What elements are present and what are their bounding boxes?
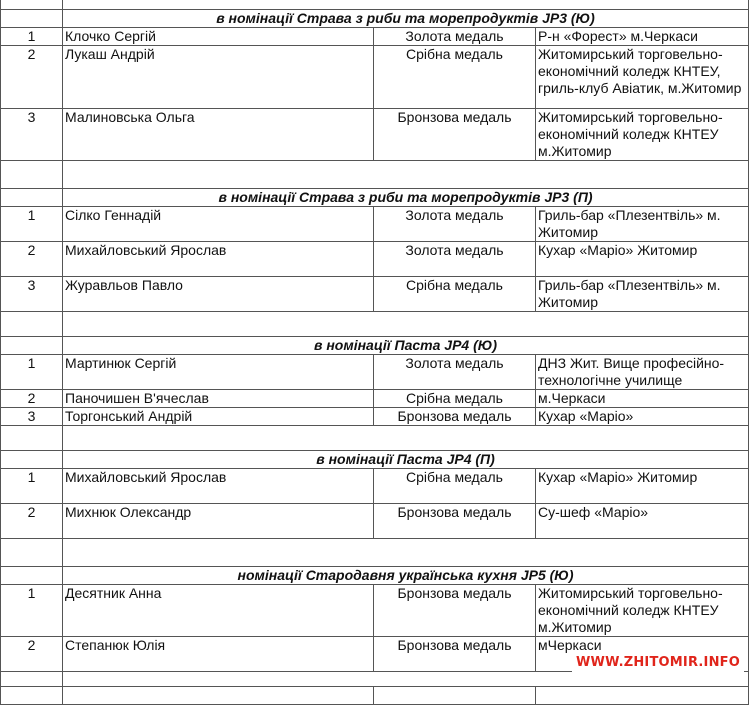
category-title: в номінації Паста JP4 (Ю) <box>63 337 749 355</box>
participant-name: Малиновська Ольга <box>63 109 374 161</box>
organization: Р-н «Форест» м.Черкаси <box>536 28 749 46</box>
place-number: 3 <box>1 277 63 312</box>
place-number: 1 <box>1 207 63 242</box>
spacer-row <box>1 672 749 687</box>
participant-name: Клочко Сергій <box>63 28 374 46</box>
medal-award: Срібна медаль <box>374 390 536 408</box>
table-row <box>1 390 749 408</box>
medal-award: Золота медаль <box>374 242 536 277</box>
place-number: 1 <box>1 469 63 504</box>
participant-name: Сілко Геннадій <box>63 207 374 242</box>
medal-award: Срібна медаль <box>374 277 536 312</box>
category-header-row <box>1 10 749 28</box>
organization: ДНЗ Жит. Вище професійно-технологічне училище <box>536 355 749 390</box>
place-number: 2 <box>1 390 63 408</box>
organization: Гриль-бар «Плезентвіль» м. Житомир <box>536 207 749 242</box>
table-row <box>1 469 749 504</box>
table-row <box>1 277 749 312</box>
empty-row <box>1 687 749 705</box>
organization: Житомирський торговельно-економічний коледж КНТЕУ м.Житомир <box>536 109 749 161</box>
table-row <box>1 46 749 109</box>
medal-award: Золота медаль <box>374 355 536 390</box>
category-header-row <box>1 189 749 207</box>
medal-award: Золота медаль <box>374 28 536 46</box>
medal-award: Бронзова медаль <box>374 504 536 539</box>
organization: Житомирський торговельно-економічний коледж КНТЕУ м.Житомир <box>536 585 749 637</box>
organization: Су-шеф «Маріо» <box>536 504 749 539</box>
participant-name: Торгонський Андрій <box>63 408 374 426</box>
place-number: 2 <box>1 637 63 672</box>
table-row <box>1 207 749 242</box>
table-row <box>1 504 749 539</box>
organization: Гриль-бар «Плезентвіль» м. Житомир <box>536 277 749 312</box>
category-title: номінації Стародавня українська кухня JP5 (Ю) <box>63 567 749 585</box>
organization: м.Черкаси <box>536 390 749 408</box>
table-row <box>1 28 749 46</box>
table-row <box>1 408 749 426</box>
place-number: 3 <box>1 109 63 161</box>
table-row <box>1 585 749 637</box>
category-title: в номінації Паста JP4 (П) <box>63 451 749 469</box>
table-row <box>1 242 749 277</box>
medal-award: Срібна медаль <box>374 469 536 504</box>
place-number: 1 <box>1 28 63 46</box>
place-number: 1 <box>1 585 63 637</box>
spacer-row <box>1 0 749 10</box>
table-row <box>1 355 749 390</box>
category-header-row <box>1 451 749 469</box>
place-number: 1 <box>1 355 63 390</box>
medal-award: Золота медаль <box>374 207 536 242</box>
spacer-row <box>1 312 749 337</box>
participant-name: Михайловський Ярослав <box>63 469 374 504</box>
organization: Житомирський торговельно-економічний коледж КНТЕУ, гриль-клуб Авіатик, м.Житомир <box>536 46 749 109</box>
table-row <box>1 109 749 161</box>
participant-name: Паночишен В'ячеслав <box>63 390 374 408</box>
category-title: в номінації Страва з риби та морепродуктів JP3 (П) <box>63 189 749 207</box>
organization: Кухар «Маріо» <box>536 408 749 426</box>
category-title: в номінації Страва з риби та морепродуктів JP3 (Ю) <box>63 10 749 28</box>
participant-name: Журавльов Павло <box>63 277 374 312</box>
participant-name: Михнюк Олександр <box>63 504 374 539</box>
medal-award: Срібна медаль <box>374 46 536 109</box>
participant-name: Десятник Анна <box>63 585 374 637</box>
category-header-row <box>1 567 749 585</box>
participant-name: Лукаш Андрій <box>63 46 374 109</box>
site-watermark: WWW.ZHITOMIR.INFO <box>572 653 744 672</box>
place-number: 3 <box>1 408 63 426</box>
medal-award: Бронзова медаль <box>374 109 536 161</box>
participant-name: Степанюк Юлія <box>63 637 374 672</box>
spacer-row <box>1 539 749 567</box>
organization: мЧеркаси <box>536 637 749 672</box>
organization: Кухар «Маріо» Житомир <box>536 242 749 277</box>
organization: Кухар «Маріо» Житомир <box>536 469 749 504</box>
place-number: 2 <box>1 242 63 277</box>
place-number: 2 <box>1 46 63 109</box>
participant-name: Михайловський Ярослав <box>63 242 374 277</box>
participant-name: Мартинюк Сергій <box>63 355 374 390</box>
medal-award: Бронзова медаль <box>374 585 536 637</box>
place-number: 2 <box>1 504 63 539</box>
category-header-row <box>1 337 749 355</box>
spacer-row <box>1 161 749 189</box>
spacer-row <box>1 426 749 451</box>
medal-award: Бронзова медаль <box>374 637 536 672</box>
medal-award: Бронзова медаль <box>374 408 536 426</box>
